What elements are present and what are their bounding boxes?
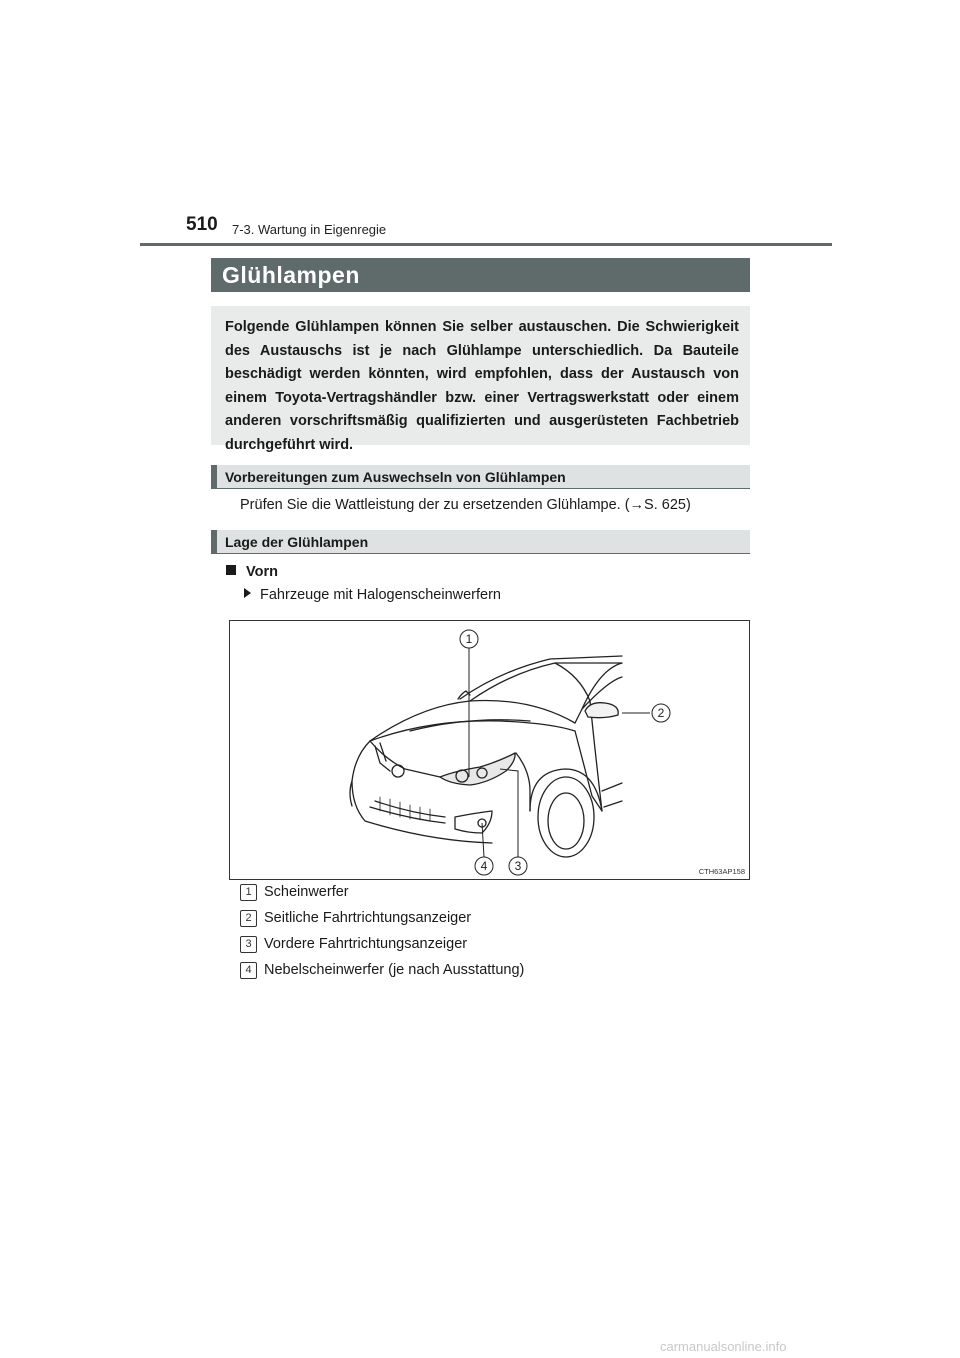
svg-text:2: 2 <box>657 706 665 720</box>
legend-number: 2 <box>240 910 257 927</box>
front-section-label: Vorn <box>246 564 278 580</box>
preparation-heading <box>211 465 750 489</box>
heading-accent-bar <box>211 530 217 553</box>
vehicle-variant <box>244 587 501 603</box>
callout-2 <box>652 704 670 722</box>
location-heading-label: Lage der Glühlampen <box>225 534 369 550</box>
vehicle-variant-label: Fahrzeuge mit Halogenscheinwerfern <box>260 587 501 603</box>
legend-label: Scheinwerfer <box>264 884 349 900</box>
callout-4 <box>475 857 493 875</box>
legend-label: Vordere Fahrtrichtungsanzeiger <box>264 936 468 952</box>
page-title: Glühlampen <box>222 262 360 288</box>
intro-text: Folgende Glühlampen können Sie selber austauschen. Die Schwierigkeit des Austauschs ist je nach Glühlampe unterschiedlich. Da Bauteile beschädigt werden könnten, wird empfohlen, dass der Austausch von einem Toyota-Vertragshändler bzw. einer Vertragswerkstatt oder einem anderen vorschriftsmäßig qualifizierten und ausgerüsteten Fachbetrieb durchgeführt wird. <box>225 319 739 453</box>
location-heading <box>211 530 750 554</box>
triangle-bullet-icon <box>244 588 251 598</box>
square-bullet-icon <box>226 565 236 575</box>
legend-number: 1 <box>240 884 257 901</box>
callout-1 <box>460 630 478 648</box>
legend-number: 4 <box>240 962 257 979</box>
illustration-code: CTH63AP158 <box>698 867 745 876</box>
preparation-text: Prüfen Sie die Wattleistung der zu ersetzenden Glühlampe. (→S. 625) <box>240 497 691 513</box>
legend-label: Nebelscheinwerfer (je nach Ausstattung) <box>264 962 525 978</box>
car-front-illustration <box>229 620 750 880</box>
page-number: 510 <box>186 214 218 235</box>
header-rule <box>140 243 832 246</box>
svg-text:1: 1 <box>465 632 473 646</box>
watermark: carmanualsonline.info <box>660 1339 787 1354</box>
section-reference: 7-3. Wartung in Eigenregie <box>232 222 387 237</box>
legend-label: Seitliche Fahrtrichtungsanzeiger <box>264 910 472 926</box>
svg-text:3: 3 <box>514 859 522 873</box>
legend-item <box>240 962 524 979</box>
callout-3 <box>509 857 527 875</box>
front-section-heading <box>226 564 278 580</box>
legend-item <box>240 910 471 927</box>
car-front-drawing <box>230 621 751 881</box>
legend-item <box>240 936 467 953</box>
heading-accent-bar <box>211 465 217 488</box>
legend-number: 3 <box>240 936 257 953</box>
svg-text:4: 4 <box>480 859 488 873</box>
preparation-heading-label: Vorbereitungen zum Auswechseln von Glühlampen <box>225 469 566 485</box>
legend-item <box>240 884 349 901</box>
